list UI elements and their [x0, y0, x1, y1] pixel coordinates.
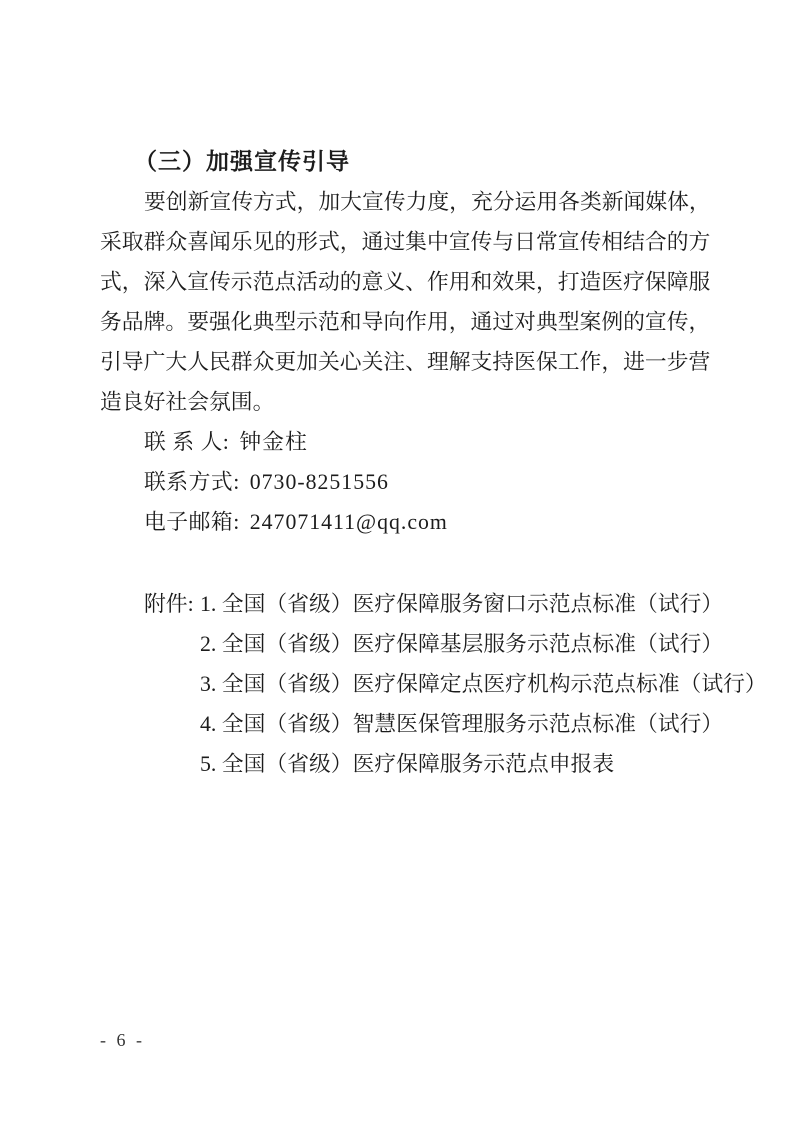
section-heading: （三）加强宣传引导	[134, 149, 350, 174]
paragraph-line: 务品牌。要强化典型示范和导向作用，通过对典型案例的宣传，	[100, 310, 711, 334]
contact-row	[144, 462, 714, 502]
document-body	[100, 142, 767, 784]
contact-block	[100, 422, 714, 542]
contact-row	[144, 422, 714, 462]
paragraph-line: 采取群众喜闻乐见的形式，通过集中宣传与日常宣传相结合的方	[100, 230, 711, 254]
paragraph-line: 造良好社会氛围。	[100, 390, 275, 414]
contact-value: 钟金柱	[239, 430, 308, 454]
paragraph-line: 要创新宣传方式，加大宣传力度，充分运用各类新闻媒体，	[144, 190, 711, 214]
attachment-item: 4. 全国（省级）智慧医保管理服务示范点标准（试行）	[200, 712, 724, 736]
attachments-list	[200, 584, 767, 784]
contact-row	[144, 502, 714, 542]
contact-label: 电子邮箱:	[144, 510, 240, 534]
paragraph-line: 引导广大人民群众更加关心关注、理解支持医保工作，进一步营	[100, 350, 711, 374]
attachments-block	[144, 584, 767, 784]
attachments-label: 附件:	[144, 592, 194, 616]
paragraph-line: 式，深入宣传示范点活动的意义、作用和效果，打造医疗保障服	[100, 270, 711, 294]
attachment-item: 1. 全国（省级）医疗保障服务窗口示范点标准（试行）	[200, 592, 724, 616]
contact-label: 联 系 人:	[144, 430, 230, 454]
attachment-item: 3. 全国（省级）医疗保障定点医疗机构示范点标准（试行）	[200, 672, 767, 696]
contact-value: 0730-8251556	[249, 470, 389, 494]
attachment-item: 2. 全国（省级）医疗保障基层服务示范点标准（试行）	[200, 632, 724, 656]
paragraph	[100, 182, 714, 422]
contact-label: 联系方式:	[144, 470, 240, 494]
page-number: - 6 -	[100, 1030, 145, 1050]
attachment-item: 5. 全国（省级）医疗保障服务示范点申报表	[200, 752, 615, 776]
contact-value: 247071411@qq.com	[249, 510, 448, 534]
